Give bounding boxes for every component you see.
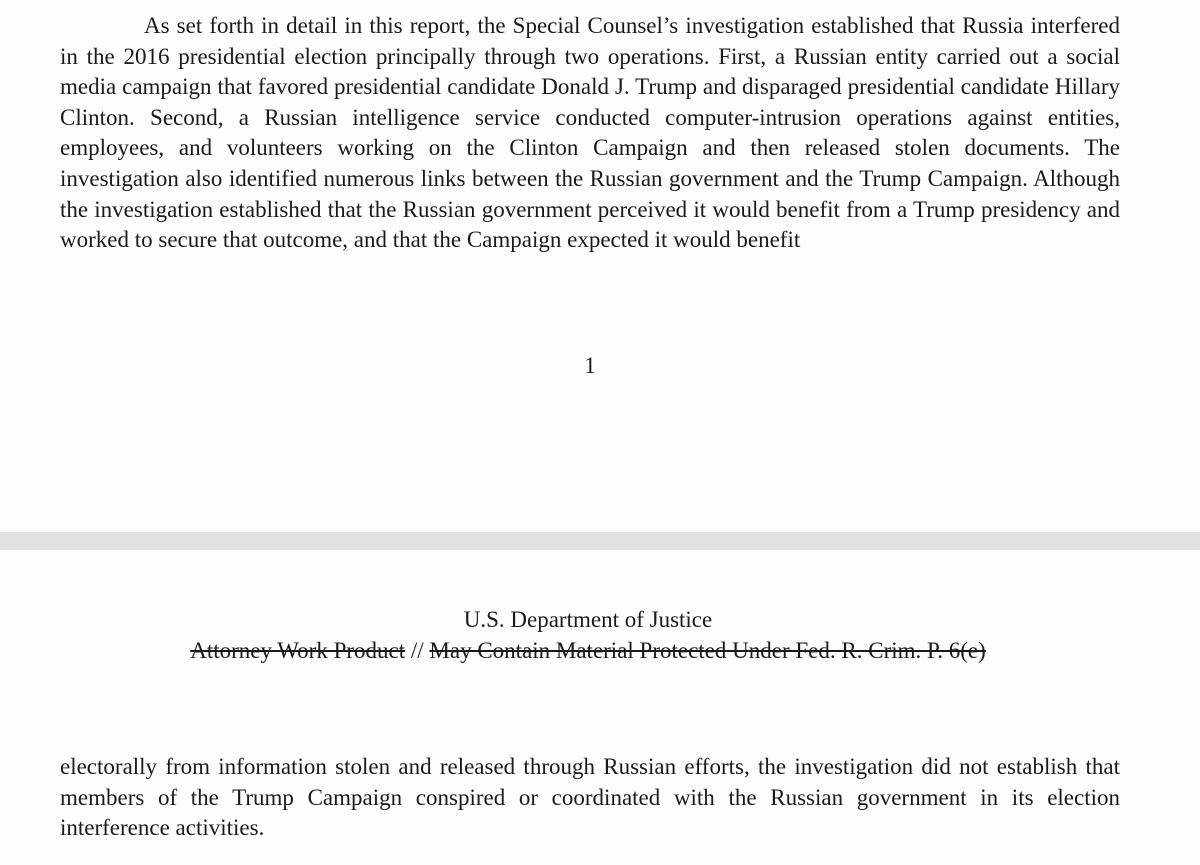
struck-marking-attorney-work-product: Attorney Work Product: [190, 638, 406, 663]
report-paragraph-page-two: electorally from information stolen and released through Russian efforts, the investigation did not establish that members of the Trump Campaign conspired or coordinated with the Russian government in its election interference activities.: [60, 754, 1120, 841]
page-break-divider: [0, 532, 1200, 550]
classification-marking: [0, 636, 1176, 666]
report-paragraph-page-one: As set forth in detail in this report, the Special Counsel’s investigation established that Russia interfered in the 2016 presidential election principally through two operations. First, a Russian entity carried out a social media campaign that favored presidential candidate Donald J. Trump and disparaged presidential candidate Hillary Clinton. Second, a Russian intelligence service conducted computer-intrusion operations against entities, employees, and volunteers working on the Clinton Campaign and then released stolen documents. The investigation also identified numerous links between the Russian government and the Trump Campaign. Although the investigation established that the Russian government perceived it would benefit from a Trump presidency and worked to secure that outcome, and that the Campaign expected it would benefit: [60, 13, 1120, 253]
struck-marking-grand-jury: May Contain Material Protected Under Fed. R. Crim. P. 6(e): [429, 638, 986, 663]
department-header: U.S. Department of Justice: [463, 607, 713, 632]
page-number: 1: [584, 353, 596, 378]
marking-separator: //: [405, 638, 430, 663]
